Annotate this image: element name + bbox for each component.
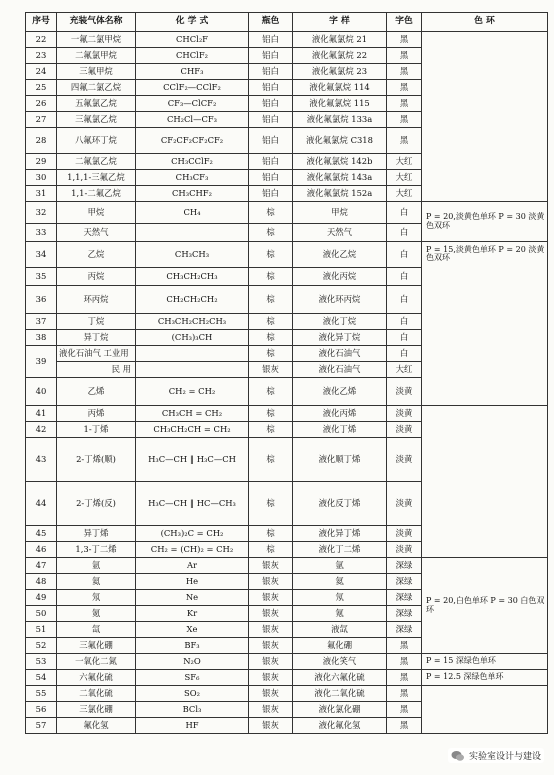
row-text: 液化丁烯 (293, 422, 387, 438)
row-no: 55 (26, 686, 57, 702)
row-name: 1,3-丁二烯 (57, 542, 136, 558)
row-formula: CH₃CH₃ (136, 242, 249, 268)
row-tc: 白 (387, 202, 422, 224)
row-text: 液化氟氯烷 143a (293, 170, 387, 186)
row-tc: 深绿 (387, 606, 422, 622)
row-text: 液化氯化硼 (293, 702, 387, 718)
row-text: 液化二氧化硫 (293, 686, 387, 702)
row-tc: 黑 (387, 128, 422, 154)
row-name: 三氟化硼 (57, 638, 136, 654)
row-formula (136, 362, 249, 378)
row-no: 41 (26, 406, 57, 422)
row-formula: CH₃CH₂CH₃ (136, 268, 249, 286)
table-row (26, 542, 548, 558)
row-formula: CHClF₂ (136, 48, 249, 64)
row-text: 液化氟氯烷 142b (293, 154, 387, 170)
row-tc: 淡黄 (387, 526, 422, 542)
row-no: 43 (26, 438, 57, 482)
row-tc: 黑 (387, 96, 422, 112)
row-no: 46 (26, 542, 57, 558)
row-text: 液化异丁烯 (293, 526, 387, 542)
row-text: 天然气 (293, 224, 387, 242)
row-bottle: 棕 (249, 526, 293, 542)
row-text: 液化氟氯烷 23 (293, 64, 387, 80)
row-bottle: 银灰 (249, 622, 293, 638)
row-formula: He (136, 574, 249, 590)
row-formula: CF₂CF₂CF₂CF₂ (136, 128, 249, 154)
row-bottle: 银灰 (249, 686, 293, 702)
row-name: 异丁烷 (57, 330, 136, 346)
table-row (26, 558, 548, 574)
row-name: 二氧化硫 (57, 686, 136, 702)
row-text: 液化丙烷 (293, 268, 387, 286)
row-bottle: 棕 (249, 202, 293, 224)
row-name: 三氟甲烷 (57, 64, 136, 80)
row-no: 42 (26, 422, 57, 438)
row-bottle: 铝白 (249, 64, 293, 80)
row-name: 2-丁烯(顺) (57, 438, 136, 482)
row-bottle: 铝白 (249, 32, 293, 48)
row-formula: CH₃CH = CH₂ (136, 406, 249, 422)
row-formula: CH₂Cl—CF₃ (136, 112, 249, 128)
row-name: 天然气 (57, 224, 136, 242)
row-tc: 白 (387, 330, 422, 346)
row-bottle: 棕 (249, 224, 293, 242)
row-name: 甲烷 (57, 202, 136, 224)
row-text: 液化石油气 (293, 346, 387, 362)
row-tc: 深绿 (387, 574, 422, 590)
row-formula: CH₄ (136, 202, 249, 224)
row-tc: 大红 (387, 170, 422, 186)
ring-noble: P = 20,白色单环 P = 30 白色双环 (422, 558, 548, 654)
row-formula: Kr (136, 606, 249, 622)
row-bottle: 棕 (249, 542, 293, 558)
row-no: 23 (26, 48, 57, 64)
row-bottle: 银灰 (249, 606, 293, 622)
row-no: 30 (26, 170, 57, 186)
row-no: 47 (26, 558, 57, 574)
row-formula: BCl₃ (136, 702, 249, 718)
row-name: 一氧化二氮 (57, 654, 136, 670)
row-no: 22 (26, 32, 57, 48)
row-no: 51 (26, 622, 57, 638)
row-no: 32 (26, 202, 57, 224)
row-tc: 淡黄 (387, 482, 422, 526)
row-bottle: 棕 (249, 378, 293, 406)
row-tc: 淡黄 (387, 438, 422, 482)
row-name: 丁烷 (57, 314, 136, 330)
ring-cell-empty (422, 32, 548, 202)
row-no: 45 (26, 526, 57, 542)
row-formula: CClF₂—CClF₂ (136, 80, 249, 96)
row-bottle: 铝白 (249, 80, 293, 96)
row-bottle: 银灰 (249, 558, 293, 574)
row-formula: BF₃ (136, 638, 249, 654)
header-text: 字 样 (293, 13, 387, 32)
row-name: 1,1,1-三氟乙烷 (57, 170, 136, 186)
row-name: 二氟氯甲烷 (57, 48, 136, 64)
row-no: 38 (26, 330, 57, 346)
row-tc: 白 (387, 268, 422, 286)
row-no: 25 (26, 80, 57, 96)
row-name: 二氟氯乙烷 (57, 154, 136, 170)
row-formula: HF (136, 718, 249, 734)
row-no: 57 (26, 718, 57, 734)
row-no: 24 (26, 64, 57, 80)
row-tc: 黑 (387, 48, 422, 64)
row-formula: CH₃CHF₂ (136, 186, 249, 202)
row-formula (136, 224, 249, 242)
row-tc: 黑 (387, 32, 422, 48)
row-bottle: 铝白 (249, 186, 293, 202)
table-row (26, 654, 548, 670)
row-no: 34 (26, 242, 57, 268)
row-formula: (CH₃)₂C = CH₂ (136, 526, 249, 542)
row-name: 丙烯 (57, 406, 136, 422)
row-text: 氦 (293, 574, 387, 590)
table-row (26, 670, 548, 686)
row-no: 36 (26, 286, 57, 314)
row-name: 八氟环丁烷 (57, 128, 136, 154)
row-text: 液化丁二烯 (293, 542, 387, 558)
wechat-icon (451, 750, 465, 762)
ring-ethane: P = 15,淡黄色单环 P = 20 淡黄色双环 (422, 242, 548, 406)
ring-sf6: P = 12.5 深绿色单环 (422, 670, 548, 686)
row-text: 液化石油气 (293, 362, 387, 378)
row-bottle: 棕 (249, 422, 293, 438)
row-bottle: 铝白 (249, 154, 293, 170)
row-formula: CH₃CH₂CH₂CH₃ (136, 314, 249, 330)
row-bottle: 棕 (249, 438, 293, 482)
row-tc: 大红 (387, 186, 422, 202)
row-tc: 黑 (387, 654, 422, 670)
row-bottle: 棕 (249, 346, 293, 362)
row-formula: (CH₃)₃CH (136, 330, 249, 346)
row-formula: CH₃CH₂CH = CH₂ (136, 422, 249, 438)
row-tc: 大红 (387, 362, 422, 378)
lpg-group-name: 液化石油气 (59, 348, 101, 359)
row-tc: 黑 (387, 80, 422, 96)
row-formula: Xe (136, 622, 249, 638)
row-name: 丙烷 (57, 268, 136, 286)
table-row (26, 422, 548, 438)
row-text: 液化环丙烷 (293, 286, 387, 314)
row-formula: H₃C—CH ‖ HC—CH₃ (136, 482, 249, 526)
row-tc: 淡黄 (387, 422, 422, 438)
row-name: 五氟氯乙烷 (57, 96, 136, 112)
table-row (26, 242, 548, 268)
table-row (26, 406, 548, 422)
row-bottle: 棕 (249, 406, 293, 422)
row-bottle: 银灰 (249, 718, 293, 734)
row-text: 液化反丁烯 (293, 482, 387, 526)
row-tc: 黑 (387, 702, 422, 718)
row-tc: 淡黄 (387, 406, 422, 422)
row-formula: H₃C—CH ‖ H₃C—CH (136, 438, 249, 482)
header-name: 充装气体名称 (57, 13, 136, 32)
table-row (26, 526, 548, 542)
row-text: 氟化硼 (293, 638, 387, 654)
row-text: 液化氟化氢 (293, 718, 387, 734)
row-tc: 白 (387, 242, 422, 268)
row-name (57, 346, 136, 362)
row-bottle: 铝白 (249, 48, 293, 64)
row-no: 28 (26, 128, 57, 154)
row-bottle: 银灰 (249, 654, 293, 670)
row-name: 1,1-二氟乙烷 (57, 186, 136, 202)
row-name: 1-丁烯 (57, 422, 136, 438)
row-tc: 白 (387, 346, 422, 362)
row-formula: CH₃CClF₂ (136, 154, 249, 170)
row-text: 液化六氟化硫 (293, 670, 387, 686)
row-no: 50 (26, 606, 57, 622)
row-bottle: 棕 (249, 242, 293, 268)
row-tc: 黑 (387, 64, 422, 80)
row-formula: CH₂ = (CH)₂ = CH₂ (136, 542, 249, 558)
row-name: 氪 (57, 606, 136, 622)
row-tc: 淡黄 (387, 378, 422, 406)
row-formula: CF₃—ClCF₂ (136, 96, 249, 112)
row-no: 44 (26, 482, 57, 526)
row-name: 氙 (57, 622, 136, 638)
ring-n2o: P = 15 深绿色单环 (422, 654, 548, 670)
row-text: 液化异丁烷 (293, 330, 387, 346)
row-bottle: 银灰 (249, 590, 293, 606)
row-text: 液化乙烷 (293, 242, 387, 268)
row-no: 49 (26, 590, 57, 606)
row-bottle: 银灰 (249, 362, 293, 378)
row-no: 54 (26, 670, 57, 686)
row-no: 33 (26, 224, 57, 242)
row-formula (136, 346, 249, 362)
row-tc: 深绿 (387, 590, 422, 606)
row-bottle: 棕 (249, 286, 293, 314)
ring-cell-empty (422, 686, 548, 734)
row-text: 液化氟氯烷 114 (293, 80, 387, 96)
row-name: 一氟二氯甲烷 (57, 32, 136, 48)
row-name: 乙烯 (57, 378, 136, 406)
row-no: 35 (26, 268, 57, 286)
row-text: 液化氟氯烷 115 (293, 96, 387, 112)
row-name: 氩 (57, 558, 136, 574)
row-formula: CHCl₂F (136, 32, 249, 48)
row-text: 液化氟氯烷 22 (293, 48, 387, 64)
row-tc: 黑 (387, 638, 422, 654)
header-row (26, 13, 548, 32)
row-bottle: 银灰 (249, 702, 293, 718)
row-formula: CH₂CH₂CH₂ (136, 286, 249, 314)
row-formula: Ar (136, 558, 249, 574)
row-text: 液化丙烯 (293, 406, 387, 422)
row-name: 氖 (57, 590, 136, 606)
row-text: 液化顺丁烯 (293, 438, 387, 482)
row-text: 液氙 (293, 622, 387, 638)
row-name: 乙烷 (57, 242, 136, 268)
header-ring: 色 环 (422, 13, 548, 32)
row-formula: Ne (136, 590, 249, 606)
lpg-industrial: 工业用 (103, 348, 129, 359)
row-tc: 黑 (387, 670, 422, 686)
row-name: 三氟氯乙烷 (57, 112, 136, 128)
row-text: 氪 (293, 606, 387, 622)
row-text: 甲烷 (293, 202, 387, 224)
header-formula: 化 学 式 (136, 13, 249, 32)
row-no: 37 (26, 314, 57, 330)
row-name: 四氟二氯乙烷 (57, 80, 136, 96)
row-no: 40 (26, 378, 57, 406)
row-no: 26 (26, 96, 57, 112)
row-no: 39 (26, 346, 57, 378)
row-tc: 黑 (387, 112, 422, 128)
row-name: 异丁烯 (57, 526, 136, 542)
row-text: 液化笑气 (293, 654, 387, 670)
row-text: 液化氟氯烷 C318 (293, 128, 387, 154)
row-formula: SF₆ (136, 670, 249, 686)
row-bottle: 棕 (249, 330, 293, 346)
row-no: 48 (26, 574, 57, 590)
row-name: 三氯化硼 (57, 702, 136, 718)
row-no: 31 (26, 186, 57, 202)
watermark (448, 748, 544, 763)
watermark-text: 实验室设计与建设 (468, 752, 541, 762)
row-text: 氖 (293, 590, 387, 606)
row-name: 氟化氢 (57, 718, 136, 734)
table-row (26, 686, 548, 702)
table-row (26, 438, 548, 482)
table-row (26, 482, 548, 526)
row-text: 液化氟氯烷 21 (293, 32, 387, 48)
row-text: 液化乙烯 (293, 378, 387, 406)
header-text-color: 字色 (387, 13, 422, 32)
row-bottle: 棕 (249, 268, 293, 286)
row-bottle: 铝白 (249, 96, 293, 112)
lpg-civil: 民 用 (57, 362, 136, 378)
row-formula: SO₂ (136, 686, 249, 702)
row-formula: CHF₃ (136, 64, 249, 80)
row-name: 2-丁烯(反) (57, 482, 136, 526)
table-row (26, 32, 548, 48)
row-bottle: 银灰 (249, 670, 293, 686)
row-no: 27 (26, 112, 57, 128)
row-tc: 大红 (387, 154, 422, 170)
row-no: 29 (26, 154, 57, 170)
row-tc: 白 (387, 286, 422, 314)
row-text: 液化丁烷 (293, 314, 387, 330)
row-name: 环丙烷 (57, 286, 136, 314)
row-tc: 深绿 (387, 558, 422, 574)
row-tc: 深绿 (387, 622, 422, 638)
row-name: 六氟化硫 (57, 670, 136, 686)
row-tc: 白 (387, 224, 422, 242)
row-name: 氦 (57, 574, 136, 590)
row-formula: CH₃CF₃ (136, 170, 249, 186)
row-bottle: 铝白 (249, 170, 293, 186)
header-bottle-color: 瓶色 (249, 13, 293, 32)
row-formula: CH₂ = CH₂ (136, 378, 249, 406)
row-tc: 黑 (387, 718, 422, 734)
row-text: 氩 (293, 558, 387, 574)
row-bottle: 银灰 (249, 638, 293, 654)
row-no: 52 (26, 638, 57, 654)
ring-methane: P = 20,淡黄色单环 P = 30 淡黄色双环 (422, 202, 548, 242)
row-tc: 黑 (387, 686, 422, 702)
row-bottle: 银灰 (249, 574, 293, 590)
row-bottle: 棕 (249, 482, 293, 526)
row-tc: 淡黄 (387, 542, 422, 558)
row-bottle: 棕 (249, 314, 293, 330)
row-text: 液化氟氯烷 133a (293, 112, 387, 128)
row-bottle: 铝白 (249, 112, 293, 128)
row-text: 液化氟氯烷 152a (293, 186, 387, 202)
row-no: 53 (26, 654, 57, 670)
header-no: 序号 (26, 13, 57, 32)
row-bottle: 铝白 (249, 128, 293, 154)
table-row (26, 202, 548, 224)
row-formula: N₂O (136, 654, 249, 670)
gas-cylinder-color-table (25, 12, 548, 734)
row-tc: 白 (387, 314, 422, 330)
row-no: 56 (26, 702, 57, 718)
